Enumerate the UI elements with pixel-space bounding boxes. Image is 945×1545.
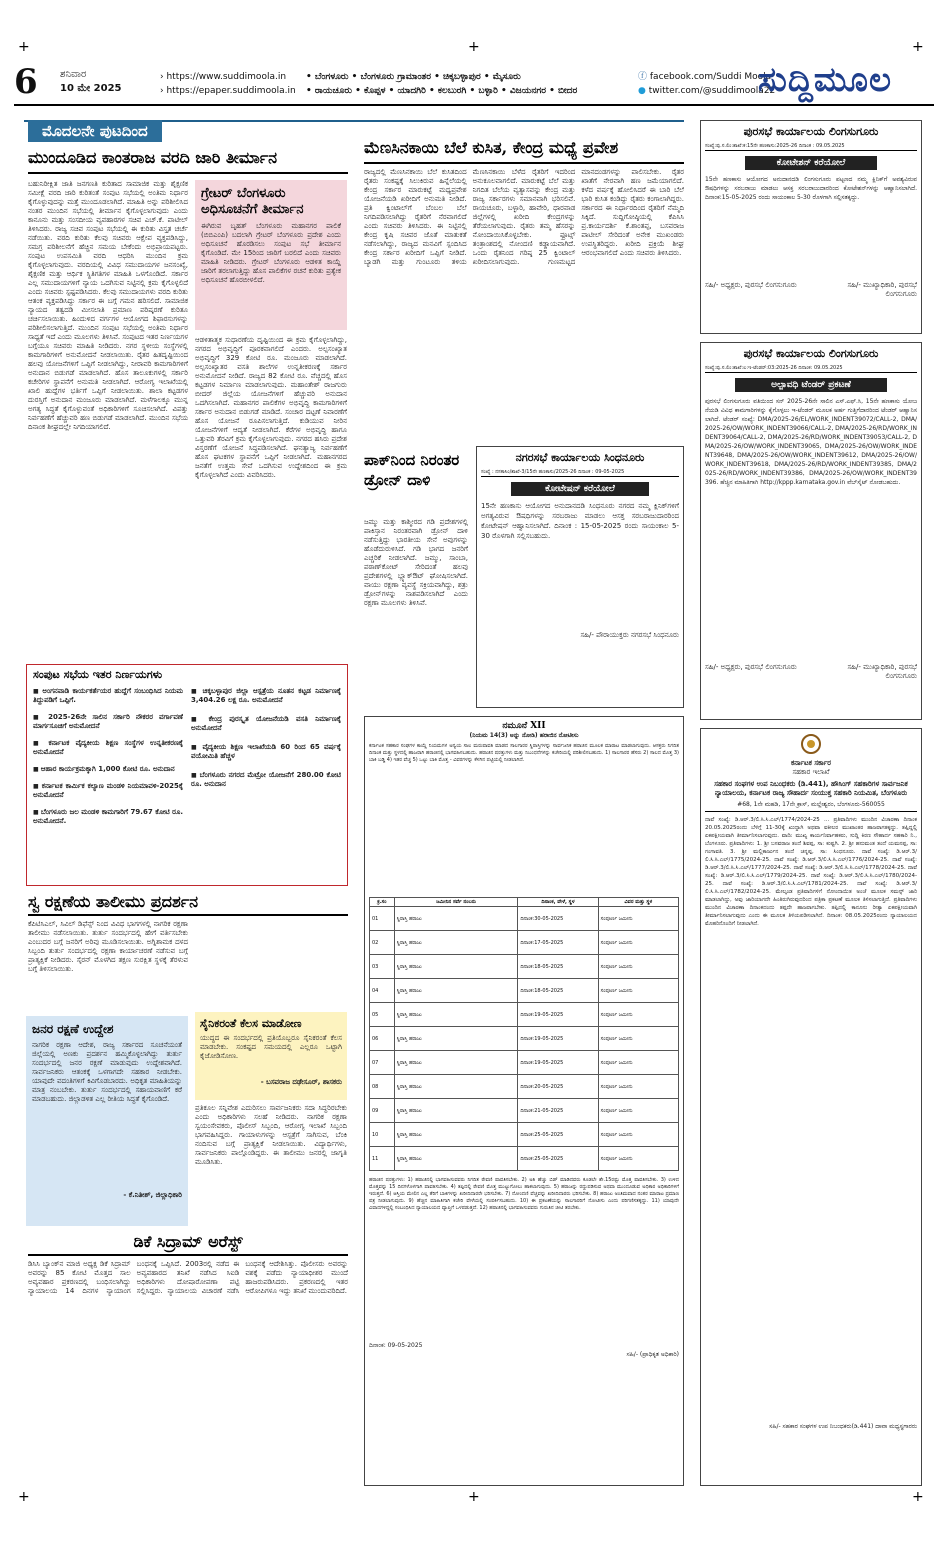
auction-table-cell: ದಿನಾಂಕ:18-05-2025 — [518, 979, 598, 1003]
auction-table-cell: ಸ್ಥಿರಾಸ್ತಿ ಹರಾಜು — [394, 1051, 518, 1075]
auction-table-cell: ಸ್ಥಿರಾಸ್ತಿ ಹರಾಜು — [394, 1099, 518, 1123]
cabinet-item: ■ ಆಹಾರ ಕಾರ್ಯಕ್ರಮಕ್ಕಾಗಿ 1,000 ಕೋಟಿ ರೂ. ಅನುದಾನ — [33, 765, 183, 774]
auction-table-row — [370, 1003, 679, 1027]
col-header: ಕ್ರ.ಸಂ — [370, 898, 395, 907]
lingasugur2-body: ಪುರಸಭೆ ಲಿಂಗಸುಗೂರು ವತಿಯಿಂದ ಸನ್ 2025-26ನೇ ಸಾಲಿನ ಎಸ್.ಎಫ್.ಸಿ, 15ನೇ ಹಣಕಾಸು ಯೋಜನೆಯಡಿ ವಿವಿಧ ಕಾಮಗಾರಿಗಳನ್ನು ಕೈಗೊಳ್ಳಲು ಇ-ಟೆಂಡರ್ ಮೂಲಕ ಅರ್ಹ ಗುತ್ತಿಗೆದಾರರಿಂದ ಟೆಂಡರ್ ಆಹ್ವಾನಿಸಲಾಗಿದೆ. ಟೆಂಡರ್ ಸಂಖ್ಯೆ: DMA/2025-26/EL/WORK_INDENT39072/CALL-2, DMA/2025-26/OW/WORK_INDENT39066/CALL-2, DMA/2025-26/RD/WORK_INDENT39064/CALL-2, DMA/2025-26/RD/WORK_INDENT39053/CALL-2, DMA/2025-26/OW/WORK_INDENT39065, DMA/2025-26/OW/WORK_INDENT39648, DMA/2025-26/OW/WORK_INDENT39612, DMA/2025-26/OW/WORK_INDENT39618, DMA/2025-26/RD/WORK_INDENT39385, DMA/2025-26/RD/WORK_INDENT39386, DMA/2025-26/OW/WORK_INDENT39396. ಹೆಚ್ಚಿನ ಮಾಹಿತಿಗಾಗಿ http://kppp.karnataka.gov.in ವೆಬ್‌ಸೈಟ್ ನೋಡಬಹುದು. — [705, 398, 917, 486]
auction-table-row — [370, 979, 679, 1003]
registration-mark: + — [468, 1489, 480, 1505]
registration-mark: + — [912, 39, 924, 55]
lingasugur1-sign-right: ಸಹಿ/- ಮುಖ್ಯಾಧಿಕಾರಿ, ಪುರಸಭೆ ಲಿಂಗಸುಗೂರು — [847, 281, 917, 298]
sindhanur-notice-subtitle: ಕೋಟೇಷನ್ ಕರೆಯೋಲೆ — [511, 482, 649, 496]
headline-rule — [28, 1254, 348, 1256]
sindhanur-notice-sign: ಸಹಿ/- ಪೌರಾಯುಕ್ತರು ನಗರಸಭೆ ಸಿಂಧನೂರು — [580, 631, 679, 639]
auction-table-cell: 08 — [370, 1075, 395, 1099]
blue-note-headline: ಜನರ ರಕ್ಷಣೆ ಉದ್ದೇಶ — [32, 1022, 114, 1036]
yellow-note-byline: - ಬಸವರಾಜ ದಢೇಸೂರ್, ಶಾಸಕರು — [260, 1078, 342, 1086]
cabinet-item: ■ ಬೆಂಗಳೂರು ಜಲ ಮಂಡಳಿ ಕಾಮಗಾರಿಗೆ 79.67 ಕೋಟಿ ರೂ. ಅನುಮೋದನೆ. — [33, 808, 183, 826]
article-dk-sidram-body: ಡಿಸಿಸಿ ಬ್ಯಾಂಕ್‌ನ ಮಾಜಿ ಅಧ್ಯಕ್ಷ ಡಿಕೆ ಸಿದ್ರಾಮ್ ಅವರನ್ನು 85 ಕೋಟಿ ಮೊತ್ತದ ಸಾಲ ಅವ್ಯವಹಾರ ಪ್ರಕರಣದಲ್ಲಿ ಬಂಧಿಸಲಾಗಿದ್ದು ನ್ಯಾಯಾಲಯ 14 ದಿನಗಳ ನ್ಯಾಯಾಂಗ ಬಂಧನಕ್ಕೆ ಒಪ್ಪಿಸಿದೆ. 2003ರಲ್ಲಿ ನಡೆದ ಈ ಅವ್ಯವಹಾರದ ತನಿಖೆ ನಡೆಸಿದ ಸಿಐಡಿ ಅಧಿಕಾರಿಗಳು ದೋಷಾರೋಪಣಾ ಪಟ್ಟಿ ಸಲ್ಲಿಸಿದ್ದರು. ನ್ಯಾಯಾಲಯ ವಿಚಾರಣೆ ನಡೆಸಿ ಬಂಧನಕ್ಕೆ ಆದೇಶಿಸಿತ್ತು. ಪೊಲೀಸರು ಅವರನ್ನು ವಶಕ್ಕೆ ಪಡೆದು ನ್ಯಾಯಾಧೀಶರ ಮುಂದೆ ಹಾಜರುಪಡಿಸಿದರು. ಪ್ರಕರಣದಲ್ಲಿ ಇತರ ಆರೋಪಿಗಳೂ ಇದ್ದು ತನಿಖೆ ಮುಂದುವರಿದಿದೆ. — [28, 1260, 348, 1295]
newspaper-logo: ಸುದ್ದಿಮೂಲ — [758, 60, 892, 100]
coop-header-1: ಕರ್ನಾಟಕ ಸರ್ಕಾರ — [791, 759, 831, 767]
blue-note-byline: - ಕೆ.ನಿತೀಶ್, ಜಿಲ್ಲಾಧಿಕಾರಿ — [123, 1191, 182, 1199]
cabinet-item: ■ ಕರ್ನಾಟಕ ವೈದ್ಯಕೀಯ ಶಿಕ್ಷಣ ಸಂಸ್ಥೆಗಳ ಉನ್ನತೀಕರಣಕ್ಕೆ ಅನುಮೋದನೆ — [33, 739, 183, 757]
registration-mark: + — [912, 1489, 924, 1505]
issue-date-text: 10 ಮೇ 2025 — [60, 83, 122, 94]
headline-dk-sidram: ಡಿಕೆ ಸಿದ್ರಾಮ್ ಅರೆಸ್ಟ್ — [133, 1232, 243, 1251]
headline-rule — [364, 162, 684, 164]
article-self-defense-body: ಕೆಪಿಟಿಸಿಎಲ್, ಸಿವಿಲ್ ಡಿಫೆನ್ಸ್ ನಿಂದ ವಿವಿಧ ಭಾಗಗಳಲ್ಲಿ ನಾಗರಿಕ ರಕ್ಷಣಾ ತಾಲೀಮು ನಡೆಸಲಾಯಿತು. ತುರ್ತು ಸಂದರ್ಭದಲ್ಲಿ ಹೇಗೆ ವರ್ತಿಸಬೇಕು ಎಂಬುದರ ಬಗ್ಗೆ ಜನರಿಗೆ ಅರಿವು ಮೂಡಿಸಲಾಯಿತು. ಅಗ್ನಿಶಾಮಕ ದಳದ ಸಿಬ್ಬಂದಿ ತುರ್ತು ಸಂದರ್ಭದಲ್ಲಿ ರಕ್ಷಣಾ ಕಾರ್ಯಾಚರಣೆ ನಡೆಸುವ ಬಗ್ಗೆ ಪ್ರಾತ್ಯಕ್ಷಿಕೆ ನೀಡಿದರು. ಸೈರನ್ ಮೊಳಗಿದ ತಕ್ಷಣ ಸುರಕ್ಷಿತ ಸ್ಥಳಕ್ಕೆ ತೆರಳುವ ಬಗ್ಗೆ ತಿಳಿಸಲಾಯಿತು. — [28, 920, 188, 973]
col-header: ದಿನಾಂಕ, ವೇಳೆ, ಸ್ಥಳ — [518, 898, 598, 907]
lingasugur2-sign-left: ಸಹಿ/- ಅಧ್ಯಕ್ಷರು, ಪುರಸಭೆ ಲಿಂಗಸುಗೂರು — [705, 663, 797, 671]
headline-kantharaj: ಮುಂದೂಡಿದ ಕಾಂತರಾಜ ವರದಿ ಜಾರಿ ತೀರ್ಮಾನ — [28, 148, 277, 167]
cities-row-1: • ಬೆಂಗಳೂರು • ಬೆಂಗಳೂರು ಗ್ರಾಮಾಂತರ • ಚಿಕ್ಕಬಳ್ಳಾಪುರ • ಮೈಸೂರು — [306, 72, 521, 82]
auction-table-cell: 03 — [370, 955, 395, 979]
cabinet-item: ■ ಕರ್ನಾಟಕ ಕಾರ್ಮಿಕ ಕಲ್ಯಾಣ ಮಂಡಳಿ ನಿಯಮಾವಳಿ-2025ಕ್ಕೆ ಅನುಮೋದನೆ — [33, 782, 183, 800]
auction-table-cell: ಸ್ಥಿರಾಸ್ತಿ ಹರಾಜು — [394, 907, 518, 931]
coop-title: ಸಹಕಾರ ಸಂಘಗಳ ಉಪ ನಿಬಂಧಕರು (ಡಿ.441), ಹೌಸಿಂಗ್ ಸಹಕಾರಿಗಳ ಸಾರ್ವಜನಿಕ ನ್ಯಾಯಾಲಯ, ಕರ್ನಾಟಕ ರಾಜ್ಯ ಸೌಹಾರ್ದ ಸಂಯುಕ್ತ ಸಹಕಾರಿ ನಿಯಮಿತ, ಬೆಂಗಳೂರು — [714, 780, 908, 797]
court-notice-title: ನಮೂನೆ XII — [502, 721, 546, 731]
emblem-icon — [800, 733, 822, 755]
auction-table-cell: 10 — [370, 1123, 395, 1147]
auction-table-cell: ಸಂಪೂರ್ಣ ಜಮೀನು — [598, 1099, 678, 1123]
auction-table-header — [370, 898, 679, 907]
auction-table-cell: 06 — [370, 1027, 395, 1051]
yellow-note-body: ಯುದ್ಧದ ಈ ಸಂದರ್ಭದಲ್ಲಿ ಪ್ರತಿಯೊಬ್ಬರೂ ಸೈನಿಕರಂತೆ ಕೆಲಸ ಮಾಡಬೇಕು. ಸಂಕಷ್ಟದ ಸಮಯದಲ್ಲಿ ಎಲ್ಲರೂ ಒಟ್ಟಾಗಿ ಕೈಜೋಡಿಸೋಣ. — [200, 1034, 342, 1060]
auction-table-row — [370, 907, 679, 931]
headline-chilli: ಮೆಣಸಿನಕಾಯಿ ಬೆಲೆ ಕುಸಿತ, ಕೇಂದ್ರ ಮಧ್ಯೆ ಪ್ರವೇಶ — [364, 138, 619, 157]
auction-table-row — [370, 1147, 679, 1171]
auction-table-cell: ದಿನಾಂಕ:25-05-2025 — [518, 1147, 598, 1171]
twitter-icon: ● — [638, 86, 646, 96]
cabinet-item: ■ ಚಿಕ್ಕಬಳ್ಳಾಪುರ ಜಿಲ್ಲಾ ಆಸ್ಪತ್ರೆಯ ನೂತನ ಕಟ್ಟಡ ನಿರ್ಮಾಣಕ್ಕೆ 3,404.26 ಲಕ್ಷ ರೂ. ಅನುಮೋದನೆ — [191, 687, 341, 705]
auction-table-cell: ಸ್ಥಿರಾಸ್ತಿ ಹರಾಜು — [394, 1147, 518, 1171]
coop-header-2: ಸಹಕಾರ ಇಲಾಖೆ — [792, 768, 830, 776]
auction-table-cell: 11 — [370, 1147, 395, 1171]
auction-table-row — [370, 1051, 679, 1075]
headline-rule — [28, 914, 348, 916]
auction-table-row — [370, 931, 679, 955]
court-auction-notice — [364, 716, 684, 1486]
cabinet-decisions-box — [26, 664, 348, 886]
lingasugur1-title: ಪುರಸಭೆ ಕಾರ್ಯಾಲಯ ಲಿಂಗಸುಗೂರು — [743, 125, 879, 138]
article-kantharaj-col2: ಆಡಳಿತಾತ್ಮಕ ಸುಧಾರಣೆಯ ದೃಷ್ಟಿಯಿಂದ ಈ ಕ್ರಮ ಕೈಗೊಳ್ಳಲಾಗಿದ್ದು, ನಗರದ ಅಭಿವೃದ್ಧಿಗೆ ಪೂರಕವಾಗಲಿದೆ ಎಂದರು. ಅಲ್ಪಸಂಖ್ಯಾತ ಅಭಿವೃದ್ಧಿಗೆ 329 ಕೋಟಿ ರೂ. ಮಂಜೂರು ಮಾಡಲಾಗಿದೆ. ಅಲ್ಪಸಂಖ್ಯಾತರ ವಸತಿ ಶಾಲೆಗಳ ಉನ್ನತೀಕರಣಕ್ಕೆ ಸರ್ಕಾರ ಅನುಮೋದನೆ ನೀಡಿದೆ. ರಾಜ್ಯದ 82 ಕೋಟಿ ರೂ. ವೆಚ್ಚದಲ್ಲಿ ಹೊಸ ಕಟ್ಟಡಗಳ ನಿರ್ಮಾಣ ಮಾಡಲಾಗುವುದು. ಮಹಾಂತೇಶ್ ರಾಜಗುರು ಬೀದರ್ ಜಿಲ್ಲೆಯ ಯೋಜನೆಗಳಿಗೆ ಹೆಚ್ಚುವರಿ ಅನುದಾನ ಒದಗಿಸಲಾಗಿದೆ. ಮಹಾನಗರ ಪಾಲಿಕೆಗಳ ಅಭಿವೃದ್ಧಿ ಕಾಮಗಾರಿಗಳಿಗೆ ಸರ್ಕಾರ ಅನುದಾನ ಬಿಡುಗಡೆ ಮಾಡಿದೆ. ಸಂಚಾರ ದಟ್ಟಣೆ ನಿವಾರಣೆಗೆ ಹೊಸ ಯೋಜನೆ ರೂಪಿಸಲಾಗುತ್ತಿದೆ. ಕುಡಿಯುವ ನೀರಿನ ಯೋಜನೆಗಳಿಗೆ ಆದ್ಯತೆ ನೀಡಲಾಗಿದೆ. ಕೆರೆಗಳ ಅಭಿವೃದ್ಧಿ ಹಾಗೂ ಒತ್ತುವರಿ ತೆರವಿಗೆ ಕ್ರಮ ಕೈಗೊಳ್ಳಲಾಗುವುದು. ನಗರದ ಹಸಿರು ಪ್ರದೇಶ ವಿಸ್ತರಣೆಗೆ ಯೋಜನೆ ಸಿದ್ಧಪಡಿಸಲಾಗಿದೆ. ಘನತ್ಯಾಜ್ಯ ನಿರ್ವಹಣೆಗೆ ಹೊಸ ಘಟಕಗಳ ಸ್ಥಾಪನೆಗೆ ಒಪ್ಪಿಗೆ ನೀಡಲಾಗಿದೆ. ಮಹಾನಗರದ ಜನತೆಗೆ ಉತ್ತಮ ಸೇವೆ ಒದಗಿಸುವ ಉದ್ದೇಶದಿಂದ ಈ ಕ್ರಮ ಕೈಗೊಳ್ಳಲಾಗಿದೆ ಎಂದು ವಿವರಿಸಿದರು. — [195, 336, 347, 479]
registration-mark: + — [18, 39, 30, 55]
col-header: ವಿವರ ಮತ್ತು ಸ್ಥಳ — [598, 898, 678, 907]
article-chilli-body: ರಾಜ್ಯದಲ್ಲಿ ಮೆಣಸಿನಕಾಯಿ ಬೆಲೆ ಕುಸಿತದಿಂದ ರೈತರು ಸಂಕಷ್ಟಕ್ಕೆ ಸಿಲುಕಿರುವ ಹಿನ್ನೆಲೆಯಲ್ಲಿ ಕೇಂದ್ರ ಸರ್ಕಾರ ಮಾರುಕಟ್ಟೆ ಮಧ್ಯಪ್ರವೇಶ ಯೋಜನೆಯಡಿ ಖರೀದಿಗೆ ಅನುಮತಿ ನೀಡಿದೆ. ಪ್ರತಿ ಕ್ವಿಂಟಾಲ್‌ಗೆ ಬೆಂಬಲ ಬೆಲೆ ನಿಗದಿಪಡಿಸಲಾಗಿದ್ದು ರೈತರಿಗೆ ನೆರವಾಗಲಿದೆ ಎಂದು ಸಚಿವರು ತಿಳಿಸಿದರು. ಈ ನಿಟ್ಟಿನಲ್ಲಿ ಕೇಂದ್ರ ಕೃಷಿ ಸಚಿವರ ಜೊತೆ ಮಾತುಕತೆ ನಡೆಸಲಾಗಿದ್ದು, ರಾಜ್ಯದ ಮನವಿಗೆ ಸ್ಪಂದಿಸಿದ ಕೇಂದ್ರ ಸರ್ಕಾರ ಖರೀದಿಗೆ ಒಪ್ಪಿಗೆ ನೀಡಿದೆ. ಬ್ಯಾಡಗಿ ಮತ್ತು ಗುಂಟೂರು ತಳಿಯ ಮೆಣಸಿನಕಾಯಿ ಬೆಳೆದ ರೈತರಿಗೆ ಇದರಿಂದ ಅನುಕೂಲವಾಗಲಿದೆ. ಮಾರುಕಟ್ಟೆ ಬೆಲೆ ಮತ್ತು ನಿಗದಿತ ಬೆಲೆಯ ವ್ಯತ್ಯಾಸವನ್ನು ಕೇಂದ್ರ ಮತ್ತು ರಾಜ್ಯ ಸರ್ಕಾರಗಳು ಸಮಾನವಾಗಿ ಭರಿಸಲಿವೆ. ರಾಯಚೂರು, ಬಳ್ಳಾರಿ, ಹಾವೇರಿ, ಧಾರವಾಡ ಜಿಲ್ಲೆಗಳಲ್ಲಿ ಖರೀದಿ ಕೇಂದ್ರಗಳನ್ನು ತೆರೆಯಲಾಗುವುದು. ರೈತರು ತಮ್ಮ ಹೆಸರನ್ನು ನೋಂದಾಯಿಸಿಕೊಳ್ಳಬೇಕು. ಫ್ರೂಟ್ಸ್ ತಂತ್ರಾಂಶದಲ್ಲಿ ನೋಂದಣಿ ಕಡ್ಡಾಯವಾಗಿದೆ. ಒಂದು ರೈತನಿಂದ ಗರಿಷ್ಠ 25 ಕ್ವಿಂಟಾಲ್ ಖರೀದಿಸಲಾಗುವುದು. ಗುಣಮಟ್ಟದ ಮಾನದಂಡಗಳನ್ನು ಪಾಲಿಸಬೇಕು. ರೈತರ ಖಾತೆಗೆ ನೇರವಾಗಿ ಹಣ ಜಮೆಯಾಗಲಿದೆ. ಕಳೆದ ವರ್ಷಕ್ಕೆ ಹೋಲಿಸಿದರೆ ಈ ಬಾರಿ ಬೆಲೆ ಭಾರಿ ಕುಸಿತ ಕಂಡಿದ್ದು ರೈತರು ಕಂಗಾಲಾಗಿದ್ದರು. ಸರ್ಕಾರದ ಈ ನಿರ್ಧಾರದಿಂದ ರೈತರಿಗೆ ನೆಮ್ಮದಿ ಸಿಕ್ಕಿದೆ. ಸುದ್ದಿಗೋಷ್ಠಿಯಲ್ಲಿ ಕೆಪಿಸಿಸಿ ಪ್ರ.ಕಾರ್ಯದರ್ಶಿ ಕೆ.ಶಾಂತಪ್ಪ, ಬಸವರಾಜ ಪಾಟೀಲ್ ಸೇರಿದಂತೆ ಅನೇಕ ಮುಖಂಡರು ಉಪಸ್ಥಿತರಿದ್ದರು. ಖರೀದಿ ಪ್ರಕ್ರಿಯೆ ಶೀಘ್ರ ಆರಂಭವಾಗಲಿದೆ ಎಂದು ಸಚಿವರು ತಿಳಿಸಿದರು. — [364, 168, 684, 266]
cabinet-box-title: ಸಂಪುಟ ಸಭೆಯ ಇತರ ನಿರ್ಣಯಗಳು — [27, 665, 347, 685]
auction-table-row — [370, 1099, 679, 1123]
auction-table-cell: ಸಂಪೂರ್ಣ ಜಮೀನು — [598, 1051, 678, 1075]
court-notice-intro: ಕರ್ನಾಟಕ ಸಹಕಾರ ಸಂಘಗಳ ಕಾಯ್ದೆ ನಿಯಮಗಳ ಅನ್ವಯ ಸಾಲ ಮರುಪಾವತಿ ಮಾಡದ ಸಾಲಗಾರರ ಸ್ಥಿರಾಸ್ತಿಗಳನ್ನು ಸಾರ್ವಜನಿಕ ಹರಾಜಿನ ಮೂಲಕ ಮಾರಾಟ ಮಾಡಲಾಗುವುದು. ಆಸಕ್ತರು ನಿಗದಿತ ದಿನಾಂಕ ಮತ್ತು ಸ್ಥಳದಲ್ಲಿ ಹಾಜರಾಗಿ ಹರಾಜಿನಲ್ಲಿ ಭಾಗವಹಿಸಬಹುದು. ಹರಾಜಿನ ಷರತ್ತುಗಳು ಮತ್ತು ನಿಬಂಧನೆಗಳನ್ನು ಕಚೇರಿಯಲ್ಲಿ ಪರಿಶೀಲಿಸಬಹುದು. 1) ಸಾಲಗಾರರ ಹೆಸರು 2) ಸಾಲದ ಮೊತ್ತ 3) ಬಾಕಿ ಬಡ್ಡಿ 4) ಇತರ ವೆಚ್ಚ 5) ಒಟ್ಟು ಬಾಕಿ ಮೊತ್ತ - ವಿವರಗಳನ್ನು ಕೆಳಗಿನ ಪಟ್ಟಿಯಲ್ಲಿ ನೀಡಲಾಗಿದೆ. — [369, 743, 679, 763]
lingasugur1-sign-left: ಸಹಿ/- ಅಧ್ಯಕ್ಷರು, ಪುರಸಭೆ ಲಿಂಗಸುಗೂರು — [705, 281, 797, 289]
section-label: ಮೊದಲನೇ ಪುಟದಿಂದ — [28, 120, 162, 142]
article-drone-body: ಜಮ್ಮು ಮತ್ತು ಕಾಶ್ಮೀರದ ಗಡಿ ಪ್ರದೇಶಗಳಲ್ಲಿ ಪಾಕಿಸ್ತಾನ ನಿರಂತರವಾಗಿ ಡ್ರೋನ್ ದಾಳಿ ನಡೆಸುತ್ತಿದ್ದು ಭಾರತೀಯ ಸೇನೆ ಅವುಗಳನ್ನು ಹೊಡೆದುರುಳಿಸಿದೆ. ಗಡಿ ಭಾಗದ ಜನರಿಗೆ ಎಚ್ಚರಿಕೆ ನೀಡಲಾಗಿದೆ. ಜಮ್ಮು, ಸಾಂಬಾ, ಪಠಾಣ್‌ಕೋಟ್ ಸೇರಿದಂತೆ ಹಲವು ಪ್ರದೇಶಗಳಲ್ಲಿ ಬ್ಲ್ಯಾಕ್‌ಔಟ್ ಘೋಷಿಸಲಾಗಿದೆ. ವಾಯು ರಕ್ಷಣಾ ವ್ಯವಸ್ಥೆ ಸಕ್ರಿಯವಾಗಿದ್ದು, ಶತ್ರು ಡ್ರೋನ್‌ಗಳನ್ನು ನಾಶಪಡಿಸಲಾಗಿದೆ ಎಂದು ರಕ್ಷಣಾ ಮೂಲಗಳು ತಿಳಿಸಿವೆ. — [364, 518, 468, 607]
court-notice-terms: ಹರಾಜಿನ ಷರತ್ತುಗಳು: 1) ಹರಾಜಿನಲ್ಲಿ ಭಾಗವಹಿಸುವವರು ನಿಗದಿತ ಠೇವಣಿ ಪಾವತಿಸಬೇಕು. 2) ಅತಿ ಹೆಚ್ಚು ಬಿಡ್ ಮಾಡಿದವರು ಕೂಡಲೇ ಶೇ.15ರಷ್ಟು ಮೊತ್ತ ಪಾವತಿಸಬೇಕು. 3) ಉಳಿದ ಮೊತ್ತವನ್ನು 15 ದಿನಗಳೊಳಗಾಗಿ ಪಾವತಿಸಬೇಕು. 4) ತಪ್ಪಿದಲ್ಲಿ ಠೇವಣಿ ಮೊತ್ತ ಮುಟ್ಟುಗೋಲು ಹಾಕಲಾಗುವುದು. 5) ಹರಾಜನ್ನು ರದ್ದುಪಡಿಸುವ ಅಥವಾ ಮುಂದೂಡುವ ಅಧಿಕಾರ ಅಧಿಕಾರಿಗಳಿಗೆ ಇರುತ್ತದೆ. 6) ಆಸ್ತಿಯ ಮೇಲಿನ ಎಲ್ಲ ತೆರಿಗೆ ಬಾಕಿಗಳನ್ನು ಖರೀದಿದಾರರೇ ಭರಿಸಬೇಕು. 7) ನೋಂದಣಿ ವೆಚ್ಚವನ್ನು ಖರೀದಿದಾರರು ಭರಿಸಬೇಕು. 8) ಹರಾಜು ಅಂತಿಮವಾದ ನಂತರ ಮಾರಾಟ ಪ್ರಮಾಣ ಪತ್ರ ನೀಡಲಾಗುವುದು. 9) ಹೆಚ್ಚಿನ ಮಾಹಿತಿಗಾಗಿ ಕಚೇರಿ ವೇಳೆಯಲ್ಲಿ ಸಂಪರ್ಕಿಸಬಹುದು. 10) ಈ ಪ್ರಕಟಣೆಯನ್ನು ಸಾಲಗಾರರಿಗೆ ನೋಟೀಸು ಎಂದು ಪರಿಗಣಿಸತಕ್ಕದ್ದು. 11) ಯಾವುದೇ ವಿವಾದಗಳಿದ್ದಲ್ಲಿ ಸಂಬಂಧಿಸಿದ ನ್ಯಾಯಾಲಯದ ವ್ಯಾಪ್ತಿಗೆ ಒಳಪಡುತ್ತದೆ. 12) ಹರಾಜಿನಲ್ಲಿ ಭಾಗವಹಿಸುವವರು ಗುರುತಿನ ಚೀಟಿ ತರಬೇಕು. — [369, 1177, 679, 1211]
edition-cities — [306, 70, 577, 98]
lingasugur1-ref: ಸಂಖ್ಯೆ:ಪು.ಸ.ಲಿಂ:ಶಾಖೆ:ಕ:15ನೇ ಹಣಕಾಸು:2025-26 ದಿನಾಂಕ : 09.05.2025 — [705, 143, 917, 151]
page-number: 6 — [14, 62, 38, 102]
headline-rule — [28, 172, 348, 174]
greater-bengaluru-box — [195, 180, 347, 330]
court-notice-date: ದಿನಾಂಕ: 09-05-2025 — [369, 1342, 423, 1349]
site-link-epaper[interactable]: › https://epaper.suddimoola.in — [160, 86, 296, 96]
facebook-icon: ⓕ — [638, 72, 648, 82]
blue-note-box — [26, 1016, 188, 1226]
sindhanur-notice-title: ನಗರಸಭೆ ಕಾರ್ಯಾಲಯ ಸಿಂಧನೂರು — [515, 451, 645, 464]
auction-table-cell: 01 — [370, 907, 395, 931]
cabinet-item: ■ 2025-26ನೇ ಸಾಲಿನ ಸರ್ಕಾರಿ ನೌಕರರ ವರ್ಗಾವಣೆ ಮಾರ್ಗಸೂಚಿಗೆ ಅನುಮೋದನೆ — [33, 713, 183, 731]
sindhanur-notice — [476, 446, 684, 708]
sindhanur-notice-body: 15ನೇ ಹಣಕಾಸು ಆಯೋಗದ ಅನುದಾನದಡಿ ಸಿಂಧನೂರು ನಗರದ ನಮ್ಮ ಕ್ಲಿನಿಕ್‌ಗಳಿಗೆ ಅಗತ್ಯವಿರುವ ಔಷಧಿಗಳನ್ನು ಸರಬರಾಜು ಮಾಡಲು ಆಸಕ್ತ ಸರಬರಾಜುದಾರರಿಂದ ಕೋಟೇಷನ್ ಆಹ್ವಾನಿಸಲಾಗಿದೆ. ದಿನಾಂಕ : 15-05-2025 ರಂದು ಸಾಯಂಕಾಲ 5-30 ರೊಳಗಾಗಿ ಸಲ್ಲಿಸಬಹುದು. — [481, 502, 679, 540]
issue-day: ಶನಿವಾರ — [60, 69, 87, 80]
court-notice-subtitle: (ನಿಯಮ 14(3) ಅನ್ನು ನೋಡಿ) ಹರಾಜಿನ ನೋಟೀಸು — [469, 732, 579, 739]
lingasugur-notice-1 — [700, 120, 922, 334]
auction-table-cell: ದಿನಾಂಕ:19-05-2025 — [518, 1003, 598, 1027]
registration-mark: + — [18, 1489, 30, 1505]
headline-greater-bengaluru: ಗ್ರೇಟರ್ ಬೆಂಗಳೂರು ಅಧಿಸೂಚನೆಗೆ ತೀರ್ಮಾನ — [201, 186, 304, 217]
lingasugur-notice-2 — [700, 342, 922, 720]
col-header: ಜಮೀನಿನ ಸರ್ವೆ ನಂಬರು — [394, 898, 518, 907]
article-kantharaj-col1: ಬಹುನಿರೀಕ್ಷಿತ ಜಾತಿ ಜನಗಣತಿ ಕುರಿತಾದ ಸಾಮಾಜಿಕ ಮತ್ತು ಶೈಕ್ಷಣಿಕ ಸಮೀಕ್ಷೆ ವರದಿ ಜಾರಿ ಕುರಿತಂತೆ ಸಂಪುಟ ಸಭೆಯಲ್ಲಿ ಅಂತಿಮ ನಿರ್ಧಾರ ಕೈಗೊಳ್ಳುವುದನ್ನು ಮತ್ತೆ ಮುಂದೂಡಲಾಗಿದೆ. ಮಾಹಿತಿ ಅನ್ನು ಪರಿಶೀಲಿಸಿದ ನಂತರ ಮುಂದಿನ ಸಭೆಯಲ್ಲಿ ತೀರ್ಮಾನ ಕೈಗೊಳ್ಳಲಾಗುವುದು ಎಂದು ಕಾನೂನು ಮತ್ತು ಸಂಸದೀಯ ವ್ಯವಹಾರಗಳ ಸಚಿವ ಎಚ್.ಕೆ. ಪಾಟೀಲ್ ತಿಳಿಸಿದರು. ರಾಜ್ಯ ಸಚಿವ ಸಂಪುಟ ಸಭೆಯಲ್ಲಿ ಈ ಕುರಿತು ವಿಸ್ತೃತ ಚರ್ಚೆ ನಡೆಯಿತು. ವರದಿ ಕುರಿತು ಕೆಲವು ಸಚಿವರು ಆಕ್ಷೇಪ ವ್ಯಕ್ತಪಡಿಸಿದ್ದು, ಸಮಗ್ರ ಪರಿಶೀಲನೆಗೆ ಹೆಚ್ಚಿನ ಸಮಯ ಬೇಕೆಂದು ಅಭಿಪ್ರಾಯಪಟ್ಟರು. ಸಂಪುಟ ಉಪಸಮಿತಿ ವರದಿ ಆಧರಿಸಿ ಮುಂದಿನ ಕ್ರಮ ಕೈಗೊಳ್ಳಲಾಗುವುದು. ವರದಿಯಲ್ಲಿ ವಿವಿಧ ಸಮುದಾಯಗಳ ಜನಸಂಖ್ಯೆ, ಶೈಕ್ಷಣಿಕ ಮತ್ತು ಆರ್ಥಿಕ ಸ್ಥಿತಿಗತಿಗಳ ಮಾಹಿತಿ ಒಳಗೊಂಡಿದೆ. ಸರ್ಕಾರ ಎಲ್ಲ ಸಮುದಾಯಗಳಿಗೆ ನ್ಯಾಯ ಒದಗಿಸುವ ನಿಟ್ಟಿನಲ್ಲಿ ಕ್ರಮ ಕೈಗೊಳ್ಳಲಿದೆ ಎಂದು ಸಚಿವರು ಸ್ಪಷ್ಟಪಡಿಸಿದರು. ಕೆಲವು ಸಮುದಾಯಗಳು ವರದಿ ಕುರಿತು ಆತಂಕ ವ್ಯಕ್ತಪಡಿಸಿದ್ದು ಸರ್ಕಾರ ಈ ಬಗ್ಗೆ ಗಮನ ಹರಿಸಲಿದೆ. ಸಾಮಾಜಿಕ ನ್ಯಾಯದ ತತ್ವದಡಿ ಮೀಸಲಾತಿ ಪ್ರಮಾಣ ಪರಿಷ್ಕರಣೆ ಕುರಿತೂ ಚರ್ಚಿಸಲಾಯಿತು. ಹಿಂದುಳಿದ ವರ್ಗಗಳ ಆಯೋಗದ ಶಿಫಾರಸುಗಳನ್ನು ಪರಿಶೀಲಿಸಲಾಗುತ್ತಿದೆ. ಮುಂದಿನ ಸಂಪುಟ ಸಭೆಯಲ್ಲಿ ಅಂತಿಮ ನಿರ್ಧಾರ ಸಾಧ್ಯತೆ ಇದೆ ಎಂದು ಮೂಲಗಳು ತಿಳಿಸಿವೆ. ಸಂಪುಟದ ಇತರ ನಿರ್ಣಯಗಳ ಬಗ್ಗೆಯೂ ಸಚಿವರು ಮಾಹಿತಿ ನೀಡಿದರು. ನಗರ ಸ್ಥಳೀಯ ಸಂಸ್ಥೆಗಳಲ್ಲಿ ಕಾಮಗಾರಿಗಳಿಗೆ ಅನುಮೋದನೆ ನೀಡಲಾಯಿತು. ರೈತರ ಹಿತದೃಷ್ಟಿಯಿಂದ ಹಲವು ಯೋಜನೆಗಳಿಗೆ ಒಪ್ಪಿಗೆ ನೀಡಲಾಗಿದ್ದು, ನೀರಾವರಿ ಕಾಮಗಾರಿಗಳಿಗೆ ಅನುದಾನ ಬಿಡುಗಡೆ ಮಾಡಲಾಗಿದೆ. ಹೊಸ ತಾಲೂಕುಗಳಲ್ಲಿ ಸರ್ಕಾರಿ ಕಚೇರಿಗಳ ಸ್ಥಾಪನೆಗೆ ಅನುಮತಿ ನೀಡಲಾಗಿದೆ. ಆರೋಗ್ಯ ಇಲಾಖೆಯಲ್ಲಿ ಖಾಲಿ ಹುದ್ದೆಗಳ ಭರ್ತಿಗೆ ಒಪ್ಪಿಗೆ ನೀಡಲಾಯಿತು. ಶಾಲಾ ಕಟ್ಟಡಗಳ ದುರಸ್ತಿಗೆ ಅನುದಾನ ಮಂಜೂರು ಮಾಡಲಾಗಿದೆ. ಮಳೆಗಾಲಕ್ಕೂ ಮುನ್ನ ಅಗತ್ಯ ಸಿದ್ಧತೆ ಕೈಗೊಳ್ಳುವಂತೆ ಅಧಿಕಾರಿಗಳಿಗೆ ಸೂಚಿಸಲಾಗಿದೆ. ವಿಪತ್ತು ನಿರ್ವಹಣೆಗೆ ಹೆಚ್ಚುವರಿ ಹಣ ಬಿಡುಗಡೆ ಮಾಡಲಾಗಿದೆ. ಮುಂದಿನ ಸಭೆಯ ದಿನಾಂಕ ಶೀಘ್ರದಲ್ಲೇ ನಿಗದಿಯಾಗಲಿದೆ. — [28, 180, 188, 431]
auction-table-cell: 07 — [370, 1051, 395, 1075]
auction-table-cell: ದಿನಾಂಕ:19-05-2025 — [518, 1051, 598, 1075]
cabinet-list-left — [33, 687, 183, 834]
auction-table-cell: ಸಂಪೂರ್ಣ ಜಮೀನು — [598, 1027, 678, 1051]
auction-table-cell: ಸಂಪೂರ್ಣ ಜಮೀನು — [598, 979, 678, 1003]
auction-table-cell: ಸಂಪೂರ್ಣ ಜಮೀನು — [598, 1123, 678, 1147]
cabinet-item: ■ ಕೇಂದ್ರ ಪುರಸ್ಕೃತ ಯೋಜನೆಯಡಿ ವಸತಿ ನಿರ್ಮಾಣಕ್ಕೆ ಅನುಮೋದನೆ — [191, 715, 341, 733]
auction-table-cell: ಸ್ಥಿರಾಸ್ತಿ ಹರಾಜು — [394, 1075, 518, 1099]
coop-sign: ಸಹಿ/- ಸಹಕಾರ ಸಂಘಗಳ ಉಪ ನಿಬಂಧಕರು(ಡಿ.441) ದಾವಾ ಮಧ್ಯಸ್ಥಗಾರರು — [769, 1423, 917, 1430]
auction-table-cell: ಸ್ಥಿರಾಸ್ತಿ ಹರಾಜು — [394, 1027, 518, 1051]
auction-table-cell: ಸ್ಥಿರಾಸ್ತಿ ಹರಾಜು — [394, 1003, 518, 1027]
sindhanur-notice-ref: ಸಂಖ್ಯೆ : ನಸಕಾಸಿಂ/ಶಾಖೆ-3/15ನೇ ಹಣಕಾಸು/2025-26 ದಿನಾಂಕ : 09-05-2025 — [481, 469, 679, 477]
auction-table — [369, 897, 679, 1171]
headline-self-defense: ಸ್ವ ರಕ್ಷಣೆಯ ತಾಲೀಮು ಪ್ರದರ್ಶನ — [28, 892, 198, 911]
auction-table-cell: ದಿನಾಂಕ:19-05-2025 — [518, 1027, 598, 1051]
karnataka-emblem — [705, 733, 917, 759]
auction-table-row — [370, 1123, 679, 1147]
lingasugur2-sign-right: ಸಹಿ/- ಮುಖ್ಯಾಧಿಕಾರಿ, ಪುರಸಭೆ ಲಿಂಗಸುಗೂರು — [847, 663, 917, 680]
auction-table-cell: ಸಂಪೂರ್ಣ ಜಮೀನು — [598, 1003, 678, 1027]
coop-body: ದಾವೆ ಸಂಖ್ಯೆ: ಡಿ.ಆರ್.3/ಲಿ.ಸಿ.ಸಿ.ಎಲ್/1774/2024-25 ... ಪ್ರತಿವಾದಿಗಳು ಮುಂದಿನ ವಿಚಾರಣಾ ದಿನಾಂಕ 20.05.2025ರಂದು ಬೆಳಿಗ್ಗೆ 11-30ಕ್ಕೆ ಖುದ್ದಾಗಿ ಅಥವಾ ವಕೀಲರ ಮುಖಾಂತರ ಹಾಜರಾಗತಕ್ಕದ್ದು. ತಪ್ಪಿದ್ದಲ್ಲಿ ಏಕಪಕ್ಷೀಯವಾಗಿ ತೀರ್ಮಾನಿಸಲಾಗುವುದು. ವಾದಿ: ಮುಖ್ಯ ಕಾರ್ಯನಿರ್ವಾಹಕರು, ಸುದ್ದಿ ಕಿರಣ ಸೌಹಾರ್ದ ಸಹಕಾರಿ ನಿ., ಬೆಂಗಳೂರು. ಪ್ರತಿವಾದಿಗಳು: 1. ಶ್ರೀ ಬಸವರಾಜ ತಂದೆ ಶಿವಪ್ಪ, ಸಾ: ಕುಷ್ಟಗಿ. 2. ಶ್ರೀ ಹನುಮಂತ ತಂದೆ ಯಮನಪ್ಪ, ಸಾ: ಗಂಗಾವತಿ. 3. ಶ್ರೀ ಮಲ್ಲಿಕಾರ್ಜುನ ತಂದೆ ಚನ್ನಪ್ಪ, ಸಾ: ಸಿಂಧನೂರು. ದಾವೆ ಸಂಖ್ಯೆ: ಡಿ.ಆರ್.3/ಲಿ.ಸಿ.ಸಿ.ಎಲ್/1775/2024-25. ದಾವೆ ಸಂಖ್ಯೆ: ಡಿ.ಆರ್.3/ಲಿ.ಸಿ.ಸಿ.ಎಲ್/1776/2024-25. ದಾವೆ ಸಂಖ್ಯೆ: ಡಿ.ಆರ್.3/ಲಿ.ಸಿ.ಸಿ.ಎಲ್/1777/2024-25. ದಾವೆ ಸಂಖ್ಯೆ: ಡಿ.ಆರ್.3/ಲಿ.ಸಿ.ಸಿ.ಎಲ್/1778/2024-25. ದಾವೆ ಸಂಖ್ಯೆ: ಡಿ.ಆರ್.3/ಲಿ.ಸಿ.ಸಿ.ಎಲ್/1779/2024-25. ದಾವೆ ಸಂಖ್ಯೆ: ಡಿ.ಆರ್.3/ಲಿ.ಸಿ.ಸಿ.ಎಲ್/1780/2024-25. ದಾವೆ ಸಂಖ್ಯೆ: ಡಿ.ಆರ್.3/ಲಿ.ಸಿ.ಸಿ.ಎಲ್/1781/2024-25. ದಾವೆ ಸಂಖ್ಯೆ: ಡಿ.ಆರ್.3/ಲಿ.ಸಿ.ಸಿ.ಎಲ್/1782/2024-25. ಮೇಲ್ಕಂಡ ಪ್ರತಿವಾದಿಗಳಿಗೆ ನೋಂದಾಯಿತ ಅಂಚೆ ಮೂಲಕ ಸಮನ್ಸ್ ಜಾರಿ ಮಾಡಲಾಗಿದ್ದು, ಅವು ಜಾರಿಯಾಗದೇ ಹಿಂತಿರುಗಿರುವುದರಿಂದ ಪತ್ರಿಕಾ ಪ್ರಕಟಣೆ ಮೂಲಕ ತಿಳಿಸಲಾಗುತ್ತಿದೆ. ಪ್ರತಿವಾದಿಗಳು ಮುಂದಿನ ವಿಚಾರಣಾ ದಿನಾಂಕದಂದು ತಪ್ಪದೇ ಹಾಜರಾಗಬೇಕು. ತಪ್ಪಿದಲ್ಲಿ ಕಾನೂನು ರೀತ್ಯಾ ಏಕಪಕ್ಷೀಯವಾಗಿ ತೀರ್ಮಾನಿಸಲಾಗುವುದು ಎಂದು ಈ ಮೂಲಕ ತಿಳಿಯಪಡಿಸಲಾಗಿದೆ. ದಿನಾಂಕ: 08.05.2025ರಂದು ನ್ಯಾಯಾಲಯದ ಮೊಹರಿನೊಂದಿಗೆ ನೀಡಲಾಗಿದೆ. — [705, 817, 917, 927]
auction-table-cell: ದಿನಾಂಕ:21-05-2025 — [518, 1099, 598, 1123]
auction-table-cell: ಸಂಪೂರ್ಣ ಜಮೀನು — [598, 1075, 678, 1099]
twitter-link[interactable]: ● twitter.com/@suddimoola22 — [638, 86, 776, 96]
registration-mark: + — [468, 39, 480, 55]
auction-table-cell: ದಿನಾಂಕ:30-05-2025 — [518, 907, 598, 931]
headline-drone: ಪಾಕ್‌ನಿಂದ ನಿರಂತರ ಡ್ರೋನ್ ದಾಳಿ — [364, 451, 460, 489]
site-link-main[interactable]: › https://www.suddimoola.in — [160, 72, 287, 82]
lingasugur1-body: 15ನೇ ಹಣಕಾಸು ಆಯೋಗದ ಅನುದಾನದಡಿ ಲಿಂಗಸುಗೂರು ಪಟ್ಟಣದ ನಮ್ಮ ಕ್ಲಿನಿಕ್‌ಗೆ ಅವಶ್ಯವಿರುವ ಔಷಧಿಗಳನ್ನು ಸರಬರಾಜು ಮಾಡಲು ಆಸಕ್ತ ಸರಬರಾಜುದಾರರಿಂದ ಕೋಟೇಶನ್‌ಗಳನ್ನು ಆಹ್ವಾನಿಸಲಾಗಿದೆ. ದಿನಾಂಕ:15-05-2025 ರಂದು ಸಾಯಂಕಾಲ 5-30 ರೊಳಗಾಗಿ ಸಲ್ಲಿಸತಕ್ಕದ್ದು. — [705, 176, 917, 201]
auction-table-cell: ಸ್ಥಿರಾಸ್ತಿ ಹರಾಜು — [394, 979, 518, 1003]
lingasugur2-subtitle: ಅಲ್ಪಾವಧಿ ಟೆಂಡರ್ ಪ್ರಕಟಣೆ — [735, 378, 887, 392]
blue-note-body: ನಾಗರಿಕ ರಕ್ಷಣಾ ಆದೇಶ, ರಾಜ್ಯ ಸರ್ಕಾರದ ಸೂಚನೆಯಂತೆ ಜಿಲ್ಲೆಯಲ್ಲಿ ಅಣಕು ಪ್ರದರ್ಶನ ಹಮ್ಮಿಕೊಳ್ಳಲಾಗಿದ್ದು ತುರ್ತು ಸಂದರ್ಭದಲ್ಲಿ ಜನರ ರಕ್ಷಣೆ ಮಾಡುವುದು ಉದ್ದೇಶವಾಗಿದೆ. ಸಾರ್ವಜನಿಕರು ಆತಂಕಕ್ಕೆ ಒಳಗಾಗದೇ ಸಹಕಾರ ನೀಡಬೇಕು. ಯಾವುದೇ ವದಂತಿಗಳಿಗೆ ಕಿವಿಗೊಡಬಾರದು. ಅಧಿಕೃತ ಮಾಹಿತಿಯನ್ನು ಮಾತ್ರ ನಂಬಬೇಕು. ತುರ್ತು ಸಂದರ್ಭದಲ್ಲಿ ಸಹಾಯವಾಣಿಗೆ ಕರೆ ಮಾಡಬಹುದು. ಜಿಲ್ಲಾಡಳಿತ ಎಲ್ಲ ರೀತಿಯ ಸಿದ್ಧತೆ ಕೈಗೊಂಡಿದೆ. — [32, 1041, 182, 1103]
lingasugur1-signs — [705, 281, 917, 299]
cabinet-list-right — [191, 687, 341, 799]
auction-table-cell: 02 — [370, 931, 395, 955]
coop-address: #68, 1ನೇ ಮಹಡಿ, 17ನೇ ಕ್ರಾಸ್, ಮಲ್ಲೇಶ್ವರಂ, ಬೆಂಗಳೂರು-560055 — [705, 800, 917, 812]
article-self-defense-col2: ಪ್ರತಿಕೂಲ ಸನ್ನಿವೇಶ ಎದುರಿಸಲು ಸಾರ್ವಜನಿಕರು ಸದಾ ಸಿದ್ಧರಿರಬೇಕು ಎಂದು ಅಧಿಕಾರಿಗಳು ಸಲಹೆ ನೀಡಿದರು. ನಾಗರಿಕ ರಕ್ಷಣಾ ಸ್ವಯಂಸೇವಕರು, ಪೊಲೀಸ್ ಸಿಬ್ಬಂದಿ, ಆರೋಗ್ಯ ಇಲಾಖೆ ಸಿಬ್ಬಂದಿ ಭಾಗವಹಿಸಿದ್ದರು. ಗಾಯಾಳುಗಳನ್ನು ಆಸ್ಪತ್ರೆಗೆ ಸಾಗಿಸುವ, ಬೆಂಕಿ ನಂದಿಸುವ ಬಗ್ಗೆ ಪ್ರಾತ್ಯಕ್ಷಿಕೆ ನೀಡಲಾಯಿತು. ವಿದ್ಯಾರ್ಥಿಗಳು, ಸಾರ್ವಜನಿಕರು ಪಾಲ್ಗೊಂಡಿದ್ದರು. ಈ ತಾಲೀಮು ಜನರಲ್ಲಿ ಜಾಗೃತಿ ಮೂಡಿಸಿತು. — [195, 1104, 347, 1166]
auction-table-cell: ದಿನಾಂಕ:25-05-2025 — [518, 1123, 598, 1147]
yellow-note-box — [195, 1012, 347, 1100]
cities-row-2: • ರಾಯಚೂರು • ಕೊಪ್ಪಳ • ಯಾದಗಿರಿ • ಕಲಬುರಗಿ • ಬಳ್ಳಾರಿ • ವಿಜಯನಗರ • ಬೀದರ — [306, 86, 578, 96]
cooperative-notice — [700, 728, 922, 1486]
issue-date — [60, 68, 122, 96]
auction-table-cell: ಸ್ಥಿರಾಸ್ತಿ ಹರಾಜು — [394, 931, 518, 955]
greater-bengaluru-body: ಈಗಿರುವ ಬೃಹತ್ ಬೆಂಗಳೂರು ಮಹಾನಗರ ಪಾಲಿಕೆ (ಬಿಬಿಎಂಪಿ) ಬದಲಾಗಿ ಗ್ರೇಟರ್ ಬೆಂಗಳೂರು ಪ್ರದೇಶ ಎಂದು ಅಧಿಸೂಚನೆ ಹೊರಡಿಸಲು ಸಂಪುಟ ಸಭೆ ತೀರ್ಮಾನ ಕೈಗೊಂಡಿದೆ. ಮೇ 15ರಿಂದ ಜಾರಿಗೆ ಬರಲಿದೆ ಎಂದು ಸಚಿವರು ಮಾಹಿತಿ ನೀಡಿದರು. ಗ್ರೇಟರ್ ಬೆಂಗಳೂರು ಆಡಳಿತ ಕಾಯ್ದೆ ಜಾರಿಗೆ ತರಲಾಗುತ್ತಿದ್ದು ಹೊಸ ಪಾಲಿಕೆಗಳ ರಚನೆ ಕುರಿತು ಪ್ರತ್ಯೇಕ ಅಧಿಸೂಚನೆ ಹೊರಬೀಳಲಿದೆ. — [201, 222, 341, 284]
lingasugur1-subtitle: ಕೋಟೇಶನ್ ಕರೆಯೋಲೆ — [745, 156, 877, 170]
auction-table-row — [370, 1075, 679, 1099]
cabinet-item: ■ ಬೆಂಗಳೂರು ನಗರದ ಮೆಟ್ರೋ ಯೋಜನೆಗೆ 280.00 ಕೋಟಿ ರೂ. ಅನುದಾನ — [191, 771, 341, 789]
cabinet-item: ■ ವೈದ್ಯಕೀಯ ಶಿಕ್ಷಣ ಇಲಾಖೆಯಡಿ 60 ರಿಂದ 65 ವರ್ಷಕ್ಕೆ ವಯೋಮಿತಿ ಹೆಚ್ಚಳ — [191, 743, 341, 761]
auction-table-row — [370, 955, 679, 979]
auction-table-cell: ಸಂಪೂರ್ಣ ಜಮೀನು — [598, 955, 678, 979]
auction-table-cell: ಸಂಪೂರ್ಣ ಜಮೀನು — [598, 931, 678, 955]
social-links — [638, 70, 775, 98]
auction-table-cell: ದಿನಾಂಕ:17-05-2025 — [518, 931, 598, 955]
auction-table-cell: ದಿನಾಂಕ:18-05-2025 — [518, 955, 598, 979]
lingasugur2-title: ಪುರಸಭೆ ಕಾರ್ಯಾಲಯ ಲಿಂಗಸುಗೂರು — [743, 347, 879, 360]
cabinet-item: ■ ಅಂಗನವಾಡಿ ಕಾರ್ಯಕರ್ತೆಯರ ಹುದ್ದೆಗೆ ಸಂಬಂಧಿಸಿದ ನಿಯಮ ತಿದ್ದುಪಡಿಗೆ ಒಪ್ಪಿಗೆ. — [33, 687, 183, 705]
auction-table-row — [370, 1027, 679, 1051]
lingasugur2-signs — [705, 663, 917, 681]
auction-table-cell: ಸ್ಥಿರಾಸ್ತಿ ಹರಾಜು — [394, 1123, 518, 1147]
auction-table-cell: 04 — [370, 979, 395, 1003]
auction-table-cell: ಸಂಪೂರ್ಣ ಜಮೀನು — [598, 1147, 678, 1171]
site-links — [160, 70, 296, 98]
auction-table-cell: 05 — [370, 1003, 395, 1027]
facebook-link[interactable]: ⓕ facebook.com/Suddi Moola — [638, 72, 772, 82]
court-notice-sign: ಸಹಿ/- (ಪ್ರಾಧಿಕೃತ ಅಧಿಕಾರಿ) — [626, 1351, 679, 1358]
lingasugur2-ref: ಸಂಖ್ಯೆ:ಪು.ಸ.ಲಿಂ:ಶಾಖೆ:ಲ:ಇ-ಟೆಂಡರ್:03:2025-26 ದಿನಾಂಕ: 09.05.2025 — [705, 365, 917, 373]
auction-table-cell: ದಿನಾಂಕ:20-05-2025 — [518, 1075, 598, 1099]
auction-table-cell: 09 — [370, 1099, 395, 1123]
auction-table-cell: ಸಂಪೂರ್ಣ ಜಮೀನು — [598, 907, 678, 931]
auction-table-cell: ಸ್ಥಿರಾಸ್ತಿ ಹರಾಜು — [394, 955, 518, 979]
yellow-note-headline: ಸೈನಿಕರಂತೆ ಕೆಲಸ ಮಾಡೋಣ — [200, 1017, 302, 1030]
